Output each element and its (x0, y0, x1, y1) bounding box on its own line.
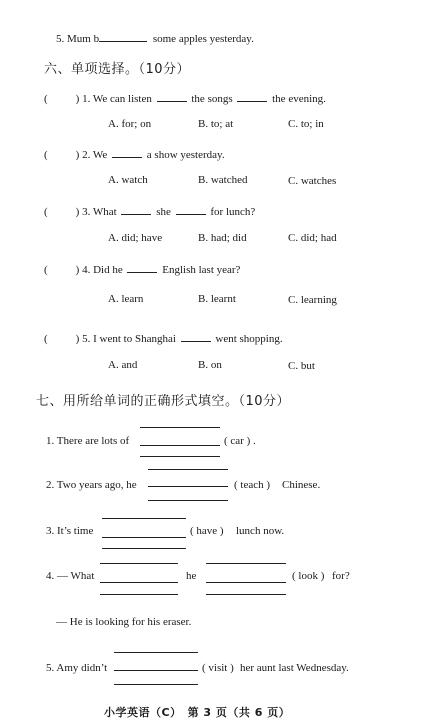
answer-line[interactable] (140, 427, 220, 428)
option-b[interactable]: B. watched (198, 174, 248, 186)
answer-paren[interactable]: ( (44, 333, 48, 345)
option-c[interactable]: C. learning (288, 294, 337, 306)
mc-question-5: ( ) 5. I went to Shanghai went shopping. (44, 330, 283, 345)
option-a[interactable]: A. for; on (108, 118, 152, 130)
answer-paren[interactable]: ( (44, 264, 48, 276)
answer-line[interactable] (206, 582, 286, 583)
answer-line[interactable] (148, 469, 228, 470)
option-c[interactable]: C. but (288, 360, 315, 372)
answer-paren[interactable]: ( (44, 206, 48, 218)
word-hint: ( teach ) (234, 479, 271, 491)
option-a[interactable]: A. and (108, 359, 138, 371)
option-b[interactable]: B. had; did (198, 232, 247, 244)
fill-question-2: 2. Two years ago, he (46, 479, 137, 491)
answer-line[interactable] (102, 537, 186, 538)
answer-line[interactable] (114, 670, 198, 671)
mc-question-2: ( ) 2. We a show yesterday. (44, 146, 225, 161)
mc-question-3: ( ) 3. What she for lunch? (44, 203, 255, 218)
answer-sentence: — He is looking for his eraser. (56, 616, 192, 628)
answer-blank[interactable] (99, 30, 147, 42)
answer-line[interactable] (102, 518, 186, 519)
answer-paren[interactable]: ( (44, 93, 48, 105)
word-hint: ( visit ) (202, 662, 234, 674)
option-a[interactable]: A. watch (108, 174, 148, 186)
sentence-middle: he (186, 570, 197, 582)
answer-line[interactable] (206, 563, 286, 564)
sentence-end: Chinese. (282, 479, 321, 491)
answer-blank[interactable] (181, 330, 211, 342)
answer-line[interactable] (140, 456, 220, 457)
fill-question-4: 4. — What (46, 570, 95, 582)
fill-question-5 (56, 30, 254, 45)
answer-paren[interactable]: ( (44, 149, 48, 161)
section-7-title: 七、用所给单词的正确形式填空。（10分） (36, 394, 291, 409)
answer-blank[interactable] (112, 146, 142, 158)
sentence-end: lunch now. (236, 525, 285, 537)
section-6-title: 六、单项选择。（10分） (44, 62, 191, 77)
option-c[interactable]: C. to; in (288, 118, 324, 130)
answer-blank[interactable] (127, 261, 157, 273)
answer-line[interactable] (102, 548, 186, 549)
option-c[interactable]: C. watches (288, 175, 337, 187)
option-a[interactable]: A. did; have (108, 232, 163, 244)
answer-line[interactable] (148, 486, 228, 487)
word-hint: ( car ) . (224, 435, 256, 447)
fill-question-5: 5. Amy didn’t (46, 662, 108, 674)
answer-line[interactable] (100, 563, 178, 564)
answer-blank[interactable] (176, 203, 206, 215)
fill-q5-prefix: 5. Mum b (56, 33, 100, 45)
option-a[interactable]: A. learn (108, 293, 144, 305)
answer-blank[interactable] (157, 90, 187, 102)
answer-line[interactable] (114, 684, 198, 685)
answer-line[interactable] (140, 445, 220, 446)
fill-question-1: 1. There are lots of (46, 435, 130, 447)
page-footer: 小学英语（C） 第 3 页（共 6 页） (104, 706, 291, 719)
answer-blank[interactable] (121, 203, 151, 215)
option-c[interactable]: C. did; had (288, 232, 337, 244)
option-b[interactable]: B. to; at (198, 118, 234, 130)
sentence-end: for? (332, 570, 350, 582)
sentence-end: her aunt last Wednesday. (240, 662, 349, 674)
option-b[interactable]: B. on (198, 359, 222, 371)
option-b[interactable]: B. learnt (198, 293, 236, 305)
mc-question-4: ( ) 4. Did he English last year? (44, 261, 240, 276)
answer-line[interactable] (100, 582, 178, 583)
answer-line[interactable] (114, 652, 198, 653)
word-hint: ( have ) (190, 525, 224, 537)
answer-line[interactable] (100, 594, 178, 595)
fill-q5-suffix: some apples yesterday. (152, 33, 254, 45)
answer-line[interactable] (206, 594, 286, 595)
fill-question-3: 3. It’s time (46, 525, 94, 537)
answer-line[interactable] (148, 500, 228, 501)
word-hint: ( look ) (292, 570, 325, 582)
answer-blank[interactable] (237, 90, 267, 102)
mc-question-1: ( ) 1. We can listen the songs the evening. (44, 90, 326, 105)
